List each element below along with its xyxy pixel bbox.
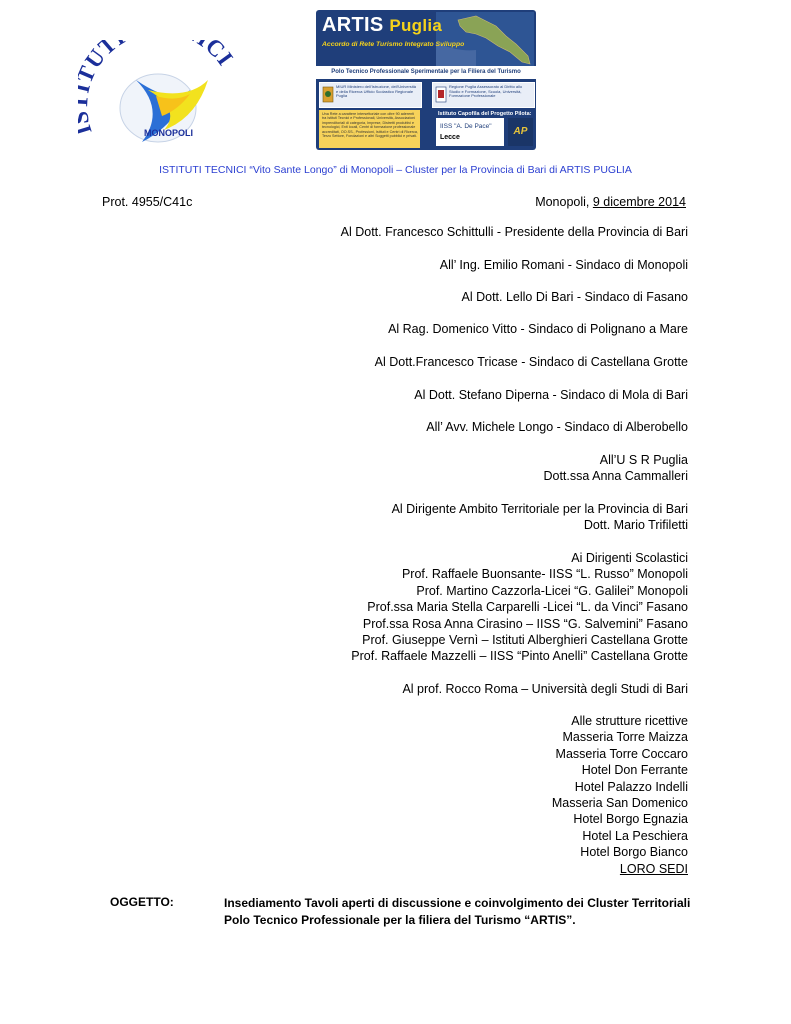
rete-info-text: Una Rete a carattere intersettoriale con oltre 90 aderenti tra Istituti Tecnici e Professionali, Università, Associazioni imprenditoriali di categoria, Imprese, Distretti produttivi e tecnologici, Enti locali, Centri di formazione professionale accreditati, OO.SS., Professioni, Istituti e Centri di Ricerca, Terzo Settore, Fondazioni e altri Soggetti pubblici e privati. [322, 112, 418, 139]
strutture-line-5: Hotel Palazzo Indelli [574, 779, 688, 794]
recipient-5: Al Dott.Francesco Tricase - Sindaco di Castellana Grotte [374, 355, 688, 369]
ministry-box [319, 82, 422, 108]
dirigenti-line-5: Prof.ssa Rosa Anna Cirasino – IISS “G. Salvemini” Fasano [362, 616, 688, 631]
istituti-tecnici-logo [78, 40, 240, 152]
dirigenti-line-1: Ai Dirigenti Scolastici [571, 551, 688, 565]
date-value: 9 dicembre 2014 [592, 195, 686, 209]
recipient-1: Al Dott. Francesco Schittulli - Presidente della Provincia di Bari [340, 225, 688, 239]
region-emblem-icon [435, 86, 447, 103]
recipient-6: Al Dott. Stefano Diperna - Sindaco di Mola di Bari [414, 388, 688, 402]
strutture-line-4: Hotel Don Ferrante [581, 763, 688, 778]
recipient-4: Al Rag. Domenico Vitto - Sindaco di Polignano a Mare [388, 322, 688, 336]
dirigenti-line-2: Prof. Raffaele Buonsante- IISS “L. Russo” Monopoli [401, 567, 688, 582]
oggetto-line-2: Polo Tecnico Professionale per la filiera del Turismo “ARTIS”. [224, 912, 576, 927]
oggetto-label: OGGETTO: [110, 895, 174, 909]
logo-arc-text: UT CI [80, 40, 239, 73]
oggetto-text [224, 895, 690, 928]
banner-polo: Polo Tecnico Professionale Sperimentale per la Filiera del Turismo [316, 66, 536, 79]
strutture-line-1: Alle strutture ricettive [571, 714, 688, 728]
strutture-line-2: Masseria Torre Maizza [562, 730, 688, 745]
date-place: Monopoli, [535, 195, 593, 209]
usr-block [543, 452, 688, 485]
protocol-number: Prot. 4955/C41c [102, 195, 193, 209]
strutture-line-6: Masseria San Domenico [551, 796, 688, 811]
dirigenti-line-4: Prof.ssa Maria Stella Carparelli -Licei “L. da Vinci” Fasano [367, 600, 688, 615]
usr-line-1: All’U S R Puglia [599, 453, 688, 467]
iiss-city: Lecce [440, 134, 460, 141]
iiss-name: IISS "A. De Pace" [440, 123, 492, 130]
region-box [432, 82, 535, 108]
strutture-line-9: Hotel Borgo Bianco [580, 845, 688, 860]
letter-date [535, 195, 686, 209]
logo-place-text: MONOPOLI [144, 128, 193, 138]
strutture-line-7: Hotel Borgo Egnazia [573, 812, 688, 827]
header-line: ISTITUTI TECNICI “Vito Sante Longo” di Monopoli – Cluster per la Provincia di Bari di ARTIS PUGLIA [159, 164, 632, 176]
capofila-label: Istituto Capofila del Progetto Pilota: [438, 111, 532, 117]
puglia-map-icon [436, 12, 534, 68]
banner-subtitle: Accordo di Rete Turismo Integrato Sviluppo [322, 41, 465, 48]
oggetto-line-1: Insediamento Tavoli aperti di discussione e coinvolgimento dei Cluster Territoriali [224, 896, 691, 910]
artis-puglia-banner [316, 10, 536, 150]
ministry-emblem-icon [322, 86, 334, 103]
dirigenti-line-6: Prof. Giuseppe Vernì – Istituti Alberghieri Castellana Grotte [362, 633, 688, 648]
universita-line: Al prof. Rocco Roma – Università degli Studi di Bari [402, 682, 688, 696]
ap-logo: AP [508, 118, 533, 146]
dirigenti-line-3: Prof. Martino Cazzorla-Licei “G. Galilei” Monopoli [416, 583, 688, 598]
region-text: Regione Puglia Assessorato al Diritto allo Studio e Formazione, Scuola, Università, Formazione Professionale [449, 84, 523, 99]
dirigenti-scolastici-block [351, 550, 688, 665]
dirigente-ambito-line-1: Al Dirigente Ambito Territoriale per la Provincia di Bari [391, 502, 688, 516]
recipient-2: All’ Ing. Emilio Romani - Sindaco di Monopoli [439, 258, 688, 272]
strutture-line-8: Hotel La Peschiera [582, 828, 688, 843]
dirigenti-line-7: Prof. Raffaele Mazzelli – IISS “Pinto Anelli” Castellana Grotte [351, 649, 688, 664]
recipient-3: Al Dott. Lello Di Bari - Sindaco di Fasano [461, 290, 688, 304]
banner-title-main: ARTIS [322, 14, 384, 36]
banner-title [322, 14, 442, 37]
iiss-box [436, 118, 504, 146]
strutture-line-3: Masseria Torre Coccaro [555, 746, 688, 761]
ministry-text: MIUR Ministero dell'Istruzione, dell'Università e della Ricerca Ufficio Scolastico Regionale Puglia [336, 84, 416, 99]
usr-line-2: Dott.ssa Anna Cammalleri [543, 469, 688, 484]
dirigente-ambito-line-2: Dott. Mario Trifiletti [583, 518, 688, 533]
dirigente-ambito-block [392, 501, 688, 534]
banner-title-region: Puglia [389, 16, 443, 35]
strutture-block [552, 713, 688, 877]
rete-info-box [319, 110, 420, 148]
recipient-7: All’ Avv. Michele Longo - Sindaco di Alberobello [426, 420, 688, 434]
loro-sedi: LORO SEDI [619, 861, 688, 876]
